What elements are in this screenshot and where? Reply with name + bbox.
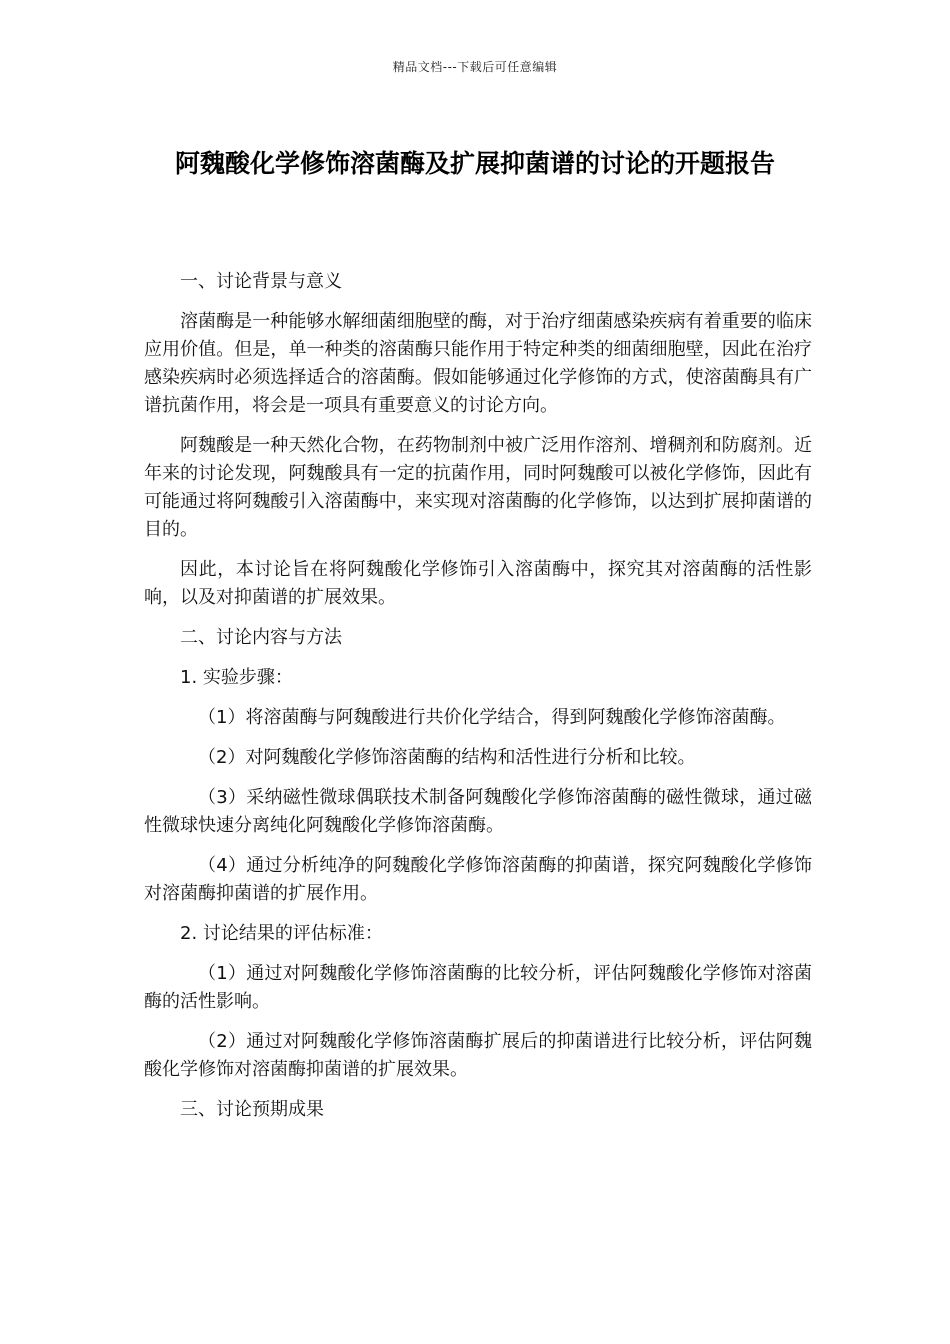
list-item: （4）通过分析纯净的阿魏酸化学修饰溶菌酶的抑菌谱，探究阿魏酸化学修饰对溶菌酶抑菌谱的扩展作用。 [144,855,812,904]
section-heading-content-methods: 二、讨论内容与方法 [180,627,342,648]
list-item: （1）将溶菌酶与阿魏酸进行共价化学结合，得到阿魏酸化学修饰溶菌酶。 [198,707,786,728]
paragraph: 阿魏酸是一种天然化合物，在药物制剂中被广泛用作溶剂、增稠剂和防腐剂。近年来的讨论发现，阿魏酸具有一定的抗菌作用，同时阿魏酸可以被化学修饰，因此有可能通过将阿魏酸引入溶菌酶中，来实现对溶菌酶的化学修饰，以达到扩展抑菌谱的目的。 [144,435,812,540]
section-heading-background: 一、讨论背景与意义 [180,271,342,292]
document-title: 阿魏酸化学修饰溶菌酶及扩展抑菌谱的讨论的开题报告 [174,149,775,178]
paragraph: 溶菌酶是一种能够水解细菌细胞壁的酶，对于治疗细菌感染疾病有着重要的临床应用价值。但是，单一种类的溶菌酶只能作用于特定种类的细菌细胞壁，因此在治疗感染疾病时必须选择适合的溶菌酶。假如能够通过化学修饰的方式，使溶菌酶具有广谱抗菌作用，将会是一项具有重要意义的讨论方向。 [144,311,812,416]
subsection-heading-evaluation: 2. 讨论结果的评估标准： [180,923,383,944]
subsection-heading-steps: 1. 实验步骤： [180,667,293,688]
document-body [144,268,812,1136]
list-item: （2）对阿魏酸化学修饰溶菌酶的结构和活性进行分析和比较。 [198,747,696,768]
page-header-note: 精品文档---下载后可任意编辑 [392,60,558,74]
list-item: （1）通过对阿魏酸化学修饰溶菌酶的比较分析，评估阿魏酸化学修饰对溶菌酶的活性影响。 [144,963,812,1012]
section-heading-expected-results: 三、讨论预期成果 [180,1099,324,1120]
paragraph: 因此，本讨论旨在将阿魏酸化学修饰引入溶菌酶中，探究其对溶菌酶的活性影响，以及对抑菌谱的扩展效果。 [144,559,812,608]
list-item: （3）采纳磁性微球偶联技术制备阿魏酸化学修饰溶菌酶的磁性微球，通过磁性微球快速分离纯化阿魏酸化学修饰溶菌酶。 [144,787,812,836]
list-item: （2）通过对阿魏酸化学修饰溶菌酶扩展后的抑菌谱进行比较分析，评估阿魏酸化学修饰对溶菌酶抑菌谱的扩展效果。 [144,1031,812,1080]
